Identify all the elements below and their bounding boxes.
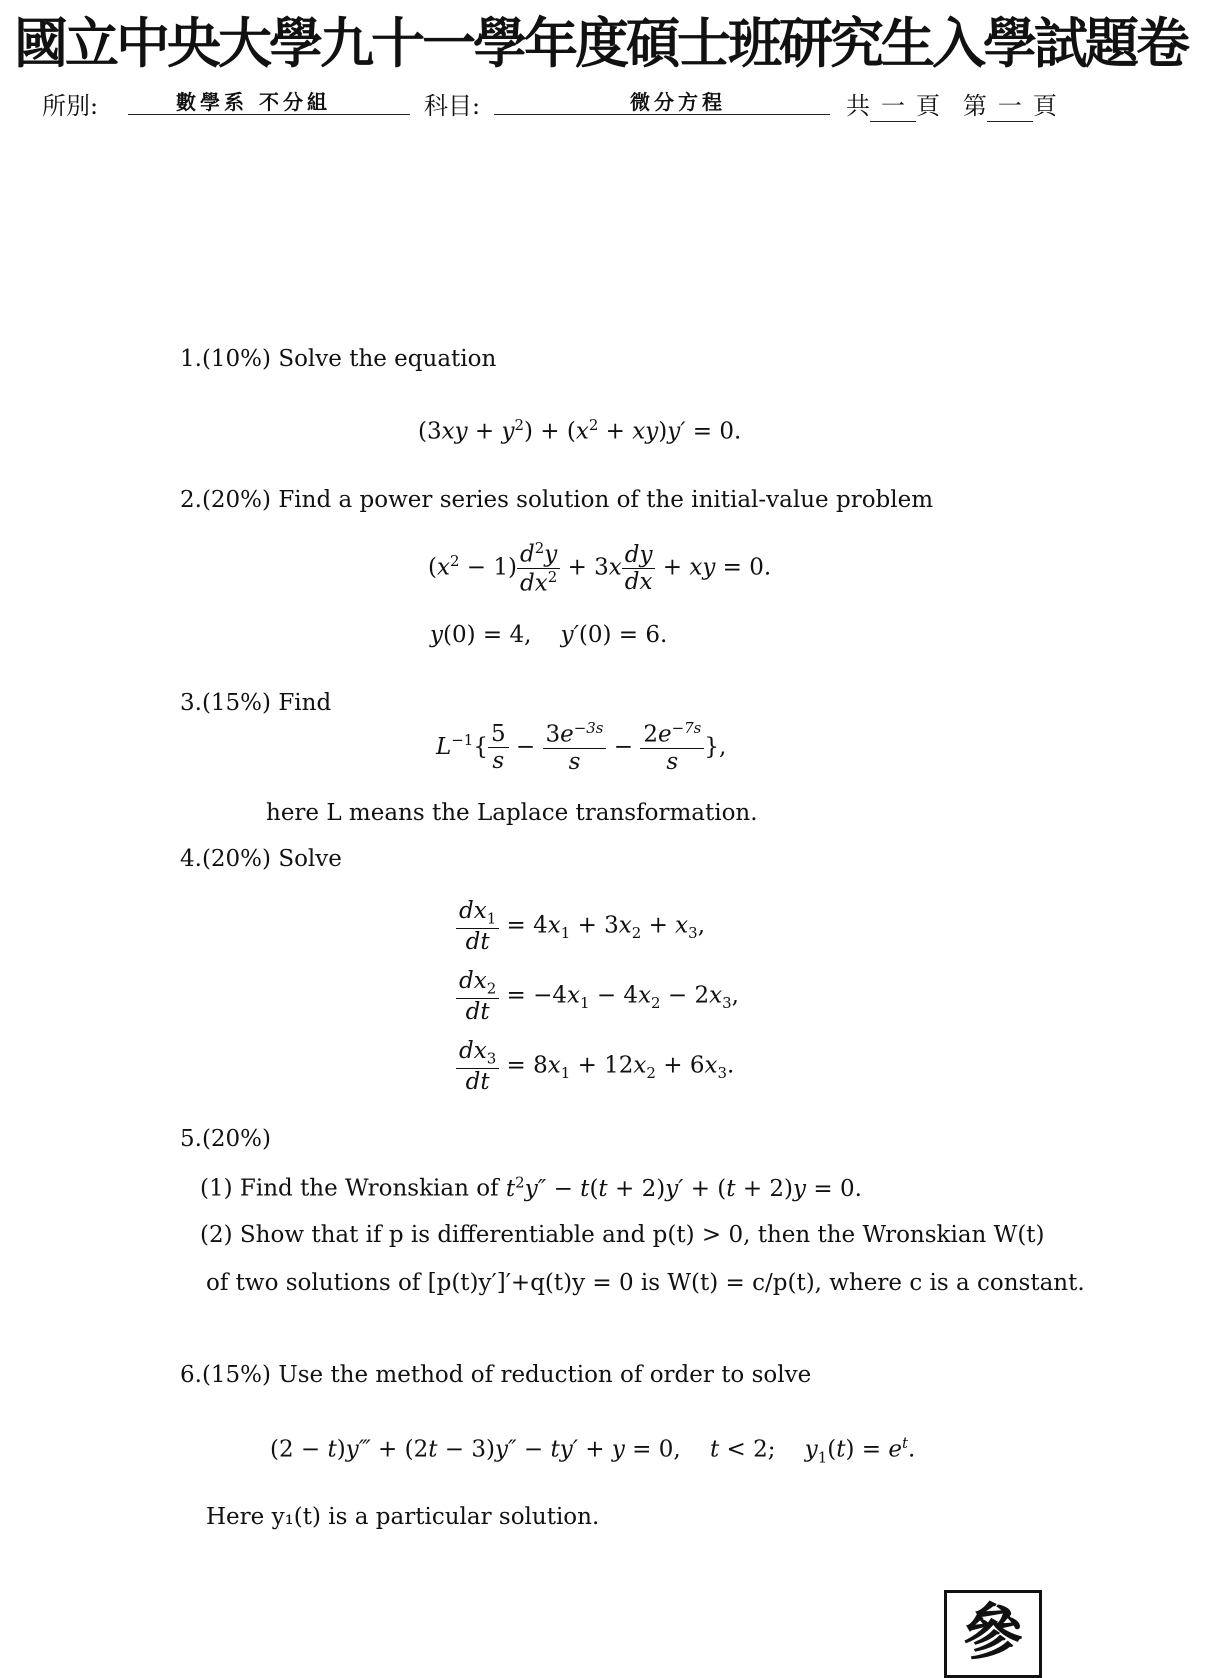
q5-part2-text: Show that if p is differentiable and p(t) > 0, then the Wronskian W(t)	[239, 1222, 1045, 1248]
q3-text: Find	[278, 690, 332, 716]
dept-field	[128, 84, 410, 115]
q6-text: Use the method of reduction of order to solve	[278, 1362, 812, 1388]
q3-note: here L means the Laplace transformation.	[266, 800, 758, 826]
question-5: 5.(20%)	[180, 1126, 272, 1152]
q6-number: 6.(15%)	[180, 1362, 272, 1388]
q4-text: Solve	[278, 846, 342, 872]
q3-expression: $L^{-1}${ $\frac{5}{s}$ − $\frac{3e^{-3s}}{s}$ − $\frac{2e^{-7s}}{s}$ },	[436, 719, 727, 776]
question-3	[180, 690, 331, 716]
q5-part1-text: Find the Wronskian of	[239, 1175, 499, 1202]
q1-text: Solve the equation	[278, 346, 497, 372]
q2-equation: $(x^2 - 1)$ $\frac{d^2y}{dx^2}$ + 3x $\frac{dy}{dx}$ + xy = 0.	[428, 539, 772, 597]
q2-text: Find a power series solution of the initial-value problem	[278, 487, 934, 513]
question-1	[180, 346, 496, 372]
q4-equation-2: $\frac{dx_2}{dt}$ = $-4x_1 - 4x_2 - 2x_3$,	[456, 968, 739, 1025]
q5-part2-label: (2)	[200, 1222, 233, 1248]
page-suffix: 頁	[1032, 92, 1057, 120]
total-pages-value: 一	[870, 86, 916, 122]
subject-value: 微分方程	[630, 90, 726, 114]
q6-equation: (2 − t)y‴ + (2t − 3)y″ − ty′ + y = 0, t < 2; $y_1(t) = e^t$.	[270, 1434, 916, 1467]
q4-number: 4.(20%)	[180, 846, 272, 872]
q2-initial-conditions: y(0) = 4, y′(0) = 6.	[430, 622, 668, 648]
dept-value: 數學系 不分組	[176, 90, 331, 114]
q4-equation-1: $\frac{dx_1}{dt}$ = $4x_1 + 3x_2 + x_3$,	[456, 898, 705, 955]
total-pages-prefix: 共	[846, 92, 870, 120]
reference-stamp: 參	[944, 1590, 1042, 1678]
q2-number: 2.(20%)	[180, 487, 272, 513]
q5-part1-label: (1)	[200, 1175, 233, 1202]
page-value: 一	[987, 86, 1033, 122]
subject-label: 科目:	[424, 92, 481, 120]
q5-part-2-continued: of two solutions of [p(t)y′]′+q(t)y = 0 is W(t) = c/p(t), where c is a constant.	[206, 1270, 1085, 1296]
q4-equation-3: $\frac{dx_3}{dt}$ = $8x_1 + 12x_2 + 6x_3$.	[456, 1038, 734, 1095]
question-2	[180, 487, 933, 513]
question-4	[180, 846, 342, 872]
q3-number: 3.(15%)	[180, 690, 272, 716]
page-prefix: 第	[962, 92, 987, 120]
q5-part-1	[200, 1173, 862, 1202]
q5-part-2	[200, 1222, 1045, 1248]
total-pages-suffix: 頁	[916, 92, 940, 120]
q1-number: 1.(10%)	[180, 346, 272, 372]
dept-label: 所別:	[42, 92, 99, 120]
subject-field	[494, 84, 830, 115]
q1-equation: $(3xy + y^2) + (x^2 + xy)y' = 0$.	[418, 416, 742, 445]
page-count	[846, 86, 1057, 122]
exam-title: 國立中央大學九十一學年度碩士班研究生入學試題卷	[14, 11, 1187, 75]
question-6	[180, 1362, 811, 1388]
q6-note: Here y₁(t) is a particular solution.	[206, 1504, 600, 1530]
q5-part1-equation: $t^2y'' - t(t + 2)y' + (t + 2)y = 0$.	[505, 1173, 862, 1202]
